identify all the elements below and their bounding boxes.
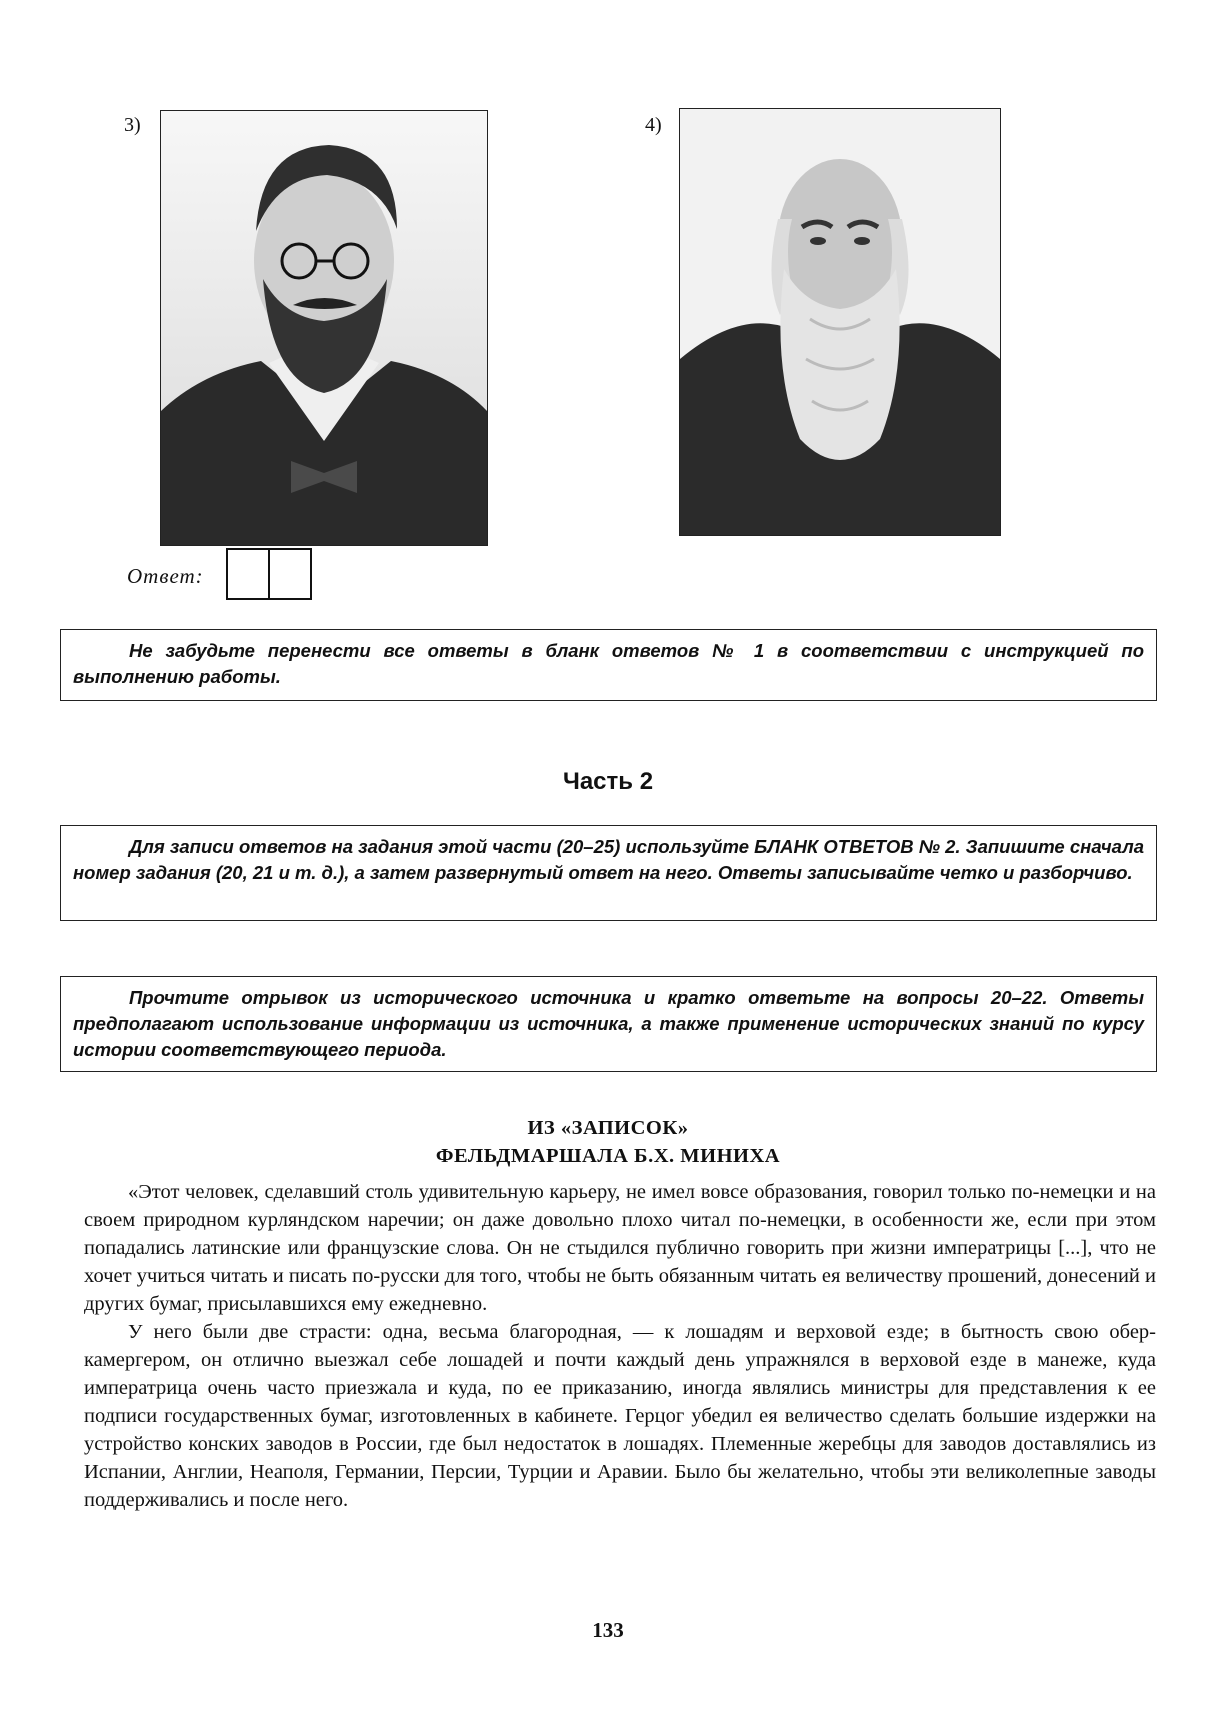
- answer-cells[interactable]: [226, 548, 312, 600]
- source-paragraph-1: «Этот человек, сделавший столь удивительную карьеру, не имел вовсе образования, говорил только по-немецки и на своем природном курляндском наречии; он даже довольно плохо читал по-немецки, в особенности же, если при этом попадались латинские или французские слова. Он не стыдился публично говорить при жизни императрицы [...], что не хочет учиться читать и писать по-русски для того, чтобы не быть обязанным читать ея величеству прошений, донесений и других бумаг, присылавшихся ему ежедневно.: [84, 1181, 1156, 1315]
- part-title: Часть 2: [562, 768, 654, 795]
- answer-cell-2[interactable]: [268, 550, 310, 598]
- source-paragraph-2: У него были две страсти: одна, весьма благородная, — к лошадям и верховой езде; в бытность свою обер-камергером, он отлично выезжал себе лошадей и почти каждый день упражнялся в верховой езде в манеже, куда императрица очень часто приезжала и куда, по ее приказанию, иногда являлись министры для представления к ее подписи государственных бумаг, изготовленных в кабинете. Герцог убедил ея величество сделать большие издержки на устройство конских заводов в России, где был недостаток в лошадях. Племенные жеребцы для заводов доставлялись из Испании, Англии, Неаполя, Германии, Персии, Турции и Аравии. Было бы желательно, чтобы эти великолепные заводы поддерживались и после него.: [84, 1321, 1156, 1511]
- reminder-text: Не забудьте перенести все ответы в бланк ответов № 1 в соответствии с инструкцией по выполнению работы.: [73, 640, 1144, 687]
- option-3-label: 3): [124, 114, 141, 136]
- task-intro-box: [60, 976, 1157, 1072]
- instructions-text: Для записи ответов на задания этой части (20–25) используйте БЛАНК ОТВЕТОВ № 2. Запишите сначала номер задания (20, 21 и т. д.), а затем развернутый ответ на него. Ответы записывайте четко и разборчиво.: [73, 836, 1144, 883]
- portrait-4-image: [679, 108, 1001, 536]
- task-intro-text: Прочтите отрывок из исторического источника и кратко ответьте на вопросы 20–22. Ответы предполагают использование информации из источника, а также применение исторических знаний по курсу истории соответствующего периода.: [73, 987, 1144, 1060]
- answer-label: Ответ:: [127, 564, 204, 588]
- portrait-3-image: [160, 110, 488, 546]
- instructions-box: [60, 825, 1157, 921]
- source-title-line-1: ИЗ «ЗАПИСОК»: [527, 1117, 689, 1139]
- option-4-label: 4): [645, 114, 662, 136]
- reminder-box: [60, 629, 1157, 701]
- source-text: [84, 1178, 1156, 1514]
- answer-cell-1[interactable]: [228, 550, 268, 598]
- page-number: 133: [592, 1618, 624, 1642]
- source-title-line-2: ФЕЛЬДМАРШАЛА Б.Х. МИНИХА: [435, 1145, 781, 1167]
